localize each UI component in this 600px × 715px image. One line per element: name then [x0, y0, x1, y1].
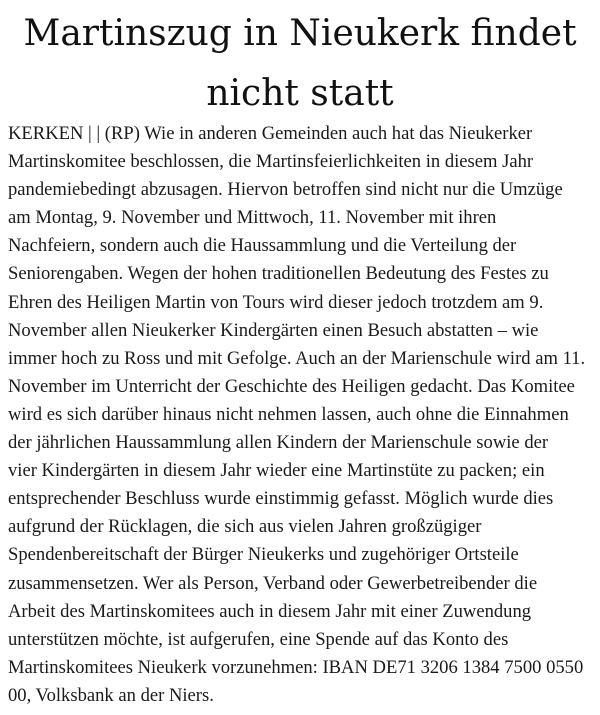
- body-line: Arbeit des Martinskomitees auch in diesem Jahr mit einer Zuwendung: [8, 600, 532, 622]
- body-line: entsprechender Beschluss wurde einstimmig gefasst. Möglich wurde dies: [8, 488, 554, 510]
- body-line: pandemiebedingt abzusagen. Hiervon betroffen sind nicht nur die Umzüge: [8, 179, 563, 201]
- body-line: unterstützen möchte, ist aufgerufen, eine Spende auf das Konto des: [8, 628, 509, 650]
- body-line: November im Unterricht der Geschichte des Heiligen gedacht. Das Komitee: [8, 375, 575, 397]
- body-line: der jährlichen Haussammlung allen Kindern der Marienschule sowie der: [8, 432, 549, 454]
- body-line: 00, Volksbank an der Niers.: [8, 684, 214, 706]
- article-body: [8, 120, 598, 710]
- body-line: Seniorengaben. Wegen der hohen traditionellen Bedeutung des Festes zu: [8, 263, 549, 285]
- body-line: KERKEN | | (RP) Wie in anderen Gemeinden auch hat das Nieukerker: [8, 123, 533, 144]
- body-line: Martinskomitee beschlossen, die Martinsfeierlichkeiten in diesem Jahr: [8, 151, 534, 173]
- body-line: November allen Nieukerker Kindergärten einen Besuch abstatten – wie: [8, 319, 539, 341]
- body-line: Ehren des Heiligen Martin von Tours wird dieser jedoch trotzdem am 9.: [8, 291, 544, 313]
- body-line: aufgrund der Rücklagen, die sich aus vielen Jahren großzügiger: [8, 516, 482, 538]
- article-title: [0, 4, 600, 124]
- body-line: zusammensetzen. Wer als Person, Verband oder Gewerbetreibender die: [8, 572, 538, 594]
- body-line: Spendenbereitschaft der Bürger Nieukerks und zugehöriger Ortsteile: [8, 544, 519, 566]
- body-line: am Montag, 9. November und Mittwoch, 11. November mit ihren: [8, 207, 497, 229]
- body-line: Nachfeiern, sondern auch die Haussammlung und die Verteilung der: [8, 235, 517, 257]
- title-line: nicht statt: [206, 73, 394, 114]
- title-line: Martinszug in Nieukerk findet: [23, 13, 577, 54]
- body-line: Martinskomitees Nieukerk vorzunehmen: IBAN DE71 3206 1384 7500 0550: [8, 656, 584, 678]
- body-line: immer hoch zu Ross und mit Gefolge. Auch an der Marienschule wird am 11.: [8, 347, 586, 369]
- body-line: vier Kindergärten in diesem Jahr wieder eine Martinstüte zu packen; ein: [8, 460, 545, 482]
- body-line: wird es sich darüber hinaus nicht nehmen lassen, auch ohne die Einnahmen: [8, 403, 569, 425]
